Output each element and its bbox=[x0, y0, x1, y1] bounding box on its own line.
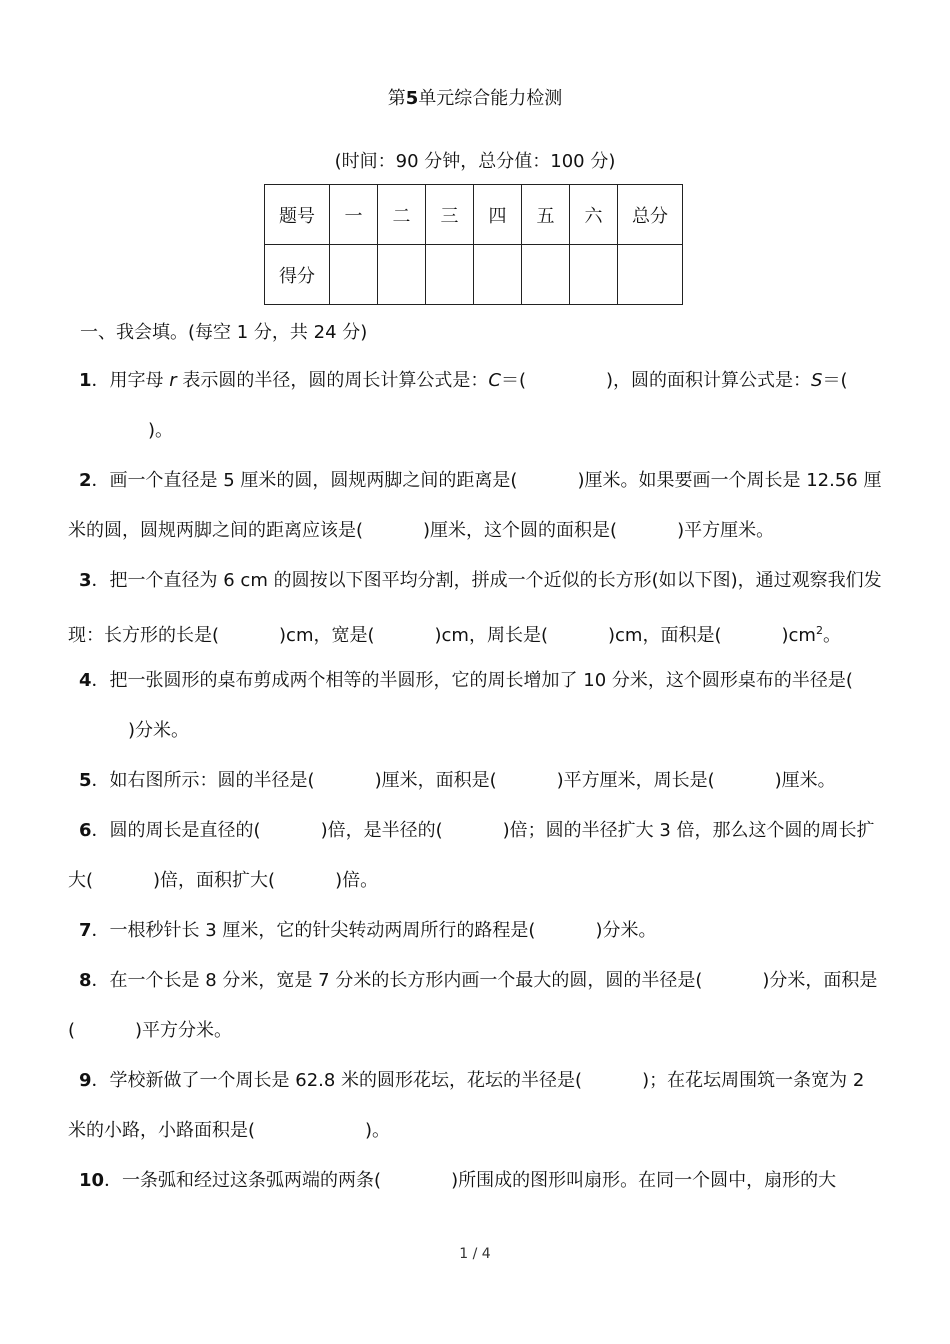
question-7: 7．一根秒针长 3 厘米，它的针尖转动两周所行的路程是( )分米。 bbox=[79, 920, 657, 941]
page-title: 第5单元综合能力检测 bbox=[387, 88, 563, 109]
header-cell: 六 bbox=[570, 185, 618, 245]
score-cell[interactable] bbox=[618, 245, 683, 305]
score-cell[interactable] bbox=[426, 245, 474, 305]
header-cell: 总分 bbox=[618, 185, 683, 245]
header-cell: 四 bbox=[474, 185, 522, 245]
score-table bbox=[264, 184, 683, 305]
question-1: 1．用字母 r 表示圆的半径，圆的周长计算公式是：C＝( )，圆的面积计算公式是：S＝()。 bbox=[79, 370, 848, 441]
question-10: 10．一条弧和经过这条弧两端的两条( )所围成的图形叫扇形。在同一个圆中，扇形的大 bbox=[79, 1170, 837, 1191]
exam-info: (时间：90 分钟，总分值：100 分) bbox=[334, 151, 616, 172]
question-3: 3．把一个直径为 6 cm 的圆按以下图平均分割，拼成一个近似的长方形(如以下图)，通过观察我们发现：长方形的长是( )cm，宽是( )cm，周长是( )cm，面积是( )$cm^2$。 bbox=[68, 570, 882, 646]
score-cell[interactable] bbox=[330, 245, 378, 305]
header-cell: 三 bbox=[426, 185, 474, 245]
header-cell: 一 bbox=[330, 185, 378, 245]
header-cell: 题号 bbox=[265, 185, 330, 245]
question-5: 5．如右图所示：圆的半径是( )厘米，面积是( )平方厘米，周长是( )厘米。 bbox=[79, 770, 836, 791]
section-heading: 一、我会填。(每空 1 分，共 24 分) bbox=[80, 322, 368, 343]
score-cell[interactable] bbox=[378, 245, 426, 305]
question-8: 8．在一个长是 8 分米，宽是 7 分米的长方形内画一个最大的圆，圆的半径是( )分米，面积是( )平方分米。 bbox=[68, 970, 878, 1041]
page-number: 1 / 4 bbox=[459, 1246, 491, 1262]
question-6: 6．圆的周长是直径的( )倍，是半径的( )倍；圆的半径扩大 3 倍，那么这个圆的周长扩大( )倍，面积扩大( )倍。 bbox=[68, 820, 875, 891]
score-table-score-row bbox=[265, 245, 683, 305]
score-cell[interactable] bbox=[474, 245, 522, 305]
score-cell[interactable] bbox=[570, 245, 618, 305]
question-4: 4．把一张圆形的桌布剪成两个相等的半圆形，它的周长增加了 10 分米，这个圆形桌布的半径是()分米。 bbox=[79, 670, 853, 741]
question-2: 2．画一个直径是 5 厘米的圆，圆规两脚之间的距离是( )厘米。如果要画一个周长是 12.56 厘米的圆，圆规两脚之间的距离应该是( )厘米，这个圆的面积是( )平方厘米。 bbox=[68, 470, 882, 541]
score-cell[interactable] bbox=[522, 245, 570, 305]
header-cell: 五 bbox=[522, 185, 570, 245]
question-9: 9．学校新做了一个周长是 62.8 米的圆形花坛，花坛的半径是( )；在花坛周围筑一条宽为 2 米的小路，小路面积是( )。 bbox=[68, 1070, 865, 1141]
header-cell: 二 bbox=[378, 185, 426, 245]
row-label: 得分 bbox=[265, 245, 330, 305]
score-table-header-row bbox=[265, 185, 683, 245]
